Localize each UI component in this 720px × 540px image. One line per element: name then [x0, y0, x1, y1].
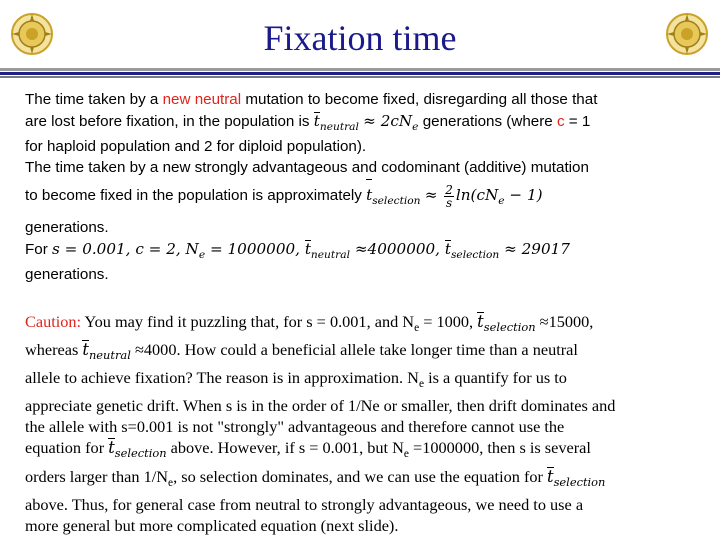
slide-title: Fixation time — [263, 18, 457, 58]
t-selection-symbol: $t_{selection}$ — [547, 466, 606, 489]
equation: ≈ $2cN_e$ — [363, 111, 419, 133]
text-line: The time taken by a new neutral mutation to become fixed, disregarding all those that — [25, 91, 598, 108]
fixation-time-explanation — [25, 90, 690, 286]
highlight-c: c — [556, 112, 565, 130]
equation: ≈ $\frac{2}{s}$ $\ln(cN_e - 1)$ — [424, 182, 543, 210]
text-line: more general but more complicated equation (next slide). — [25, 516, 399, 536]
text-line: Caution: You may find it puzzling that, for s = 0.001, and $N_e = 1000$, $t_{selection} \approx 15000$, — [25, 312, 594, 334]
text-line: to become fixed in the population is approximately $t_{selection}$ ≈ $\frac{2}{s}$ $\ln(cN_e - 1)$ — [25, 178, 690, 218]
title-divider — [0, 72, 720, 75]
t-selection-symbol: $t_{selection}$ — [477, 312, 536, 334]
text-line: generations. — [25, 266, 109, 283]
text-line: are lost before fixation, in the population is $t_{neutral} \approx 2cN_e$ generations (where c = 1 — [25, 111, 591, 133]
t-selection-symbol: $t_{selection}$ — [108, 438, 167, 461]
text-line: whereas $t_{neutral} \approx 4000$. How could a beneficial allele take longer time than a neutral — [25, 340, 578, 363]
highlight-new-neutral: new neutral — [162, 91, 242, 108]
text-line: for haploid population and 2 for diploid population). — [25, 138, 367, 155]
text-line: orders larger than $1/N_e$, so selection dominates, and we can use the equation for $t_{selection}$ — [25, 466, 606, 489]
t-selection-symbol: $t_{selection}$ — [366, 186, 420, 204]
t-neutral-symbol: $t_{neutral}$ — [82, 340, 131, 363]
text-line: The time taken by a new strongly advantageous and codominant (additive) mutation — [25, 158, 589, 176]
equation: s = 0.001, c = 2, $N_e = 1000000$, $t_{neutral} \approx 4000000$, $t_{selection} \approx 29017$ — [52, 239, 570, 261]
text-line: generations. — [25, 219, 109, 236]
text-line: above. Thus, for general case from neutral to strongly advantageous, we need to use a — [25, 495, 584, 515]
caution-paragraph — [25, 311, 695, 537]
t-neutral-symbol: $t_{neutral}$ — [313, 111, 359, 133]
text-line: For s = 0.001, c = 2, $N_e = 1000000$, $t_{neutral} \approx 4000000$, $t_{selection} \approx 29017$ — [25, 239, 570, 261]
title-divider — [0, 68, 720, 71]
text-line: appreciate genetic drift. When s is in the order of 1/Ne or smaller, then drift dominates and — [25, 395, 616, 415]
text-line: the allele with s=0.001 is not "strongly" advantageous and therefore cannot use the — [25, 417, 565, 437]
caution-label: Caution: — [25, 312, 82, 331]
text-line: equation for $t_{selection}$ above. However, if s = 0.001, but $N_e =1000000$, then s is several — [25, 438, 591, 461]
title-divider — [0, 76, 720, 78]
text-line: allele to achieve fixation? The reason is in approximation. $N_e$ is a quantify for us to — [25, 367, 567, 390]
